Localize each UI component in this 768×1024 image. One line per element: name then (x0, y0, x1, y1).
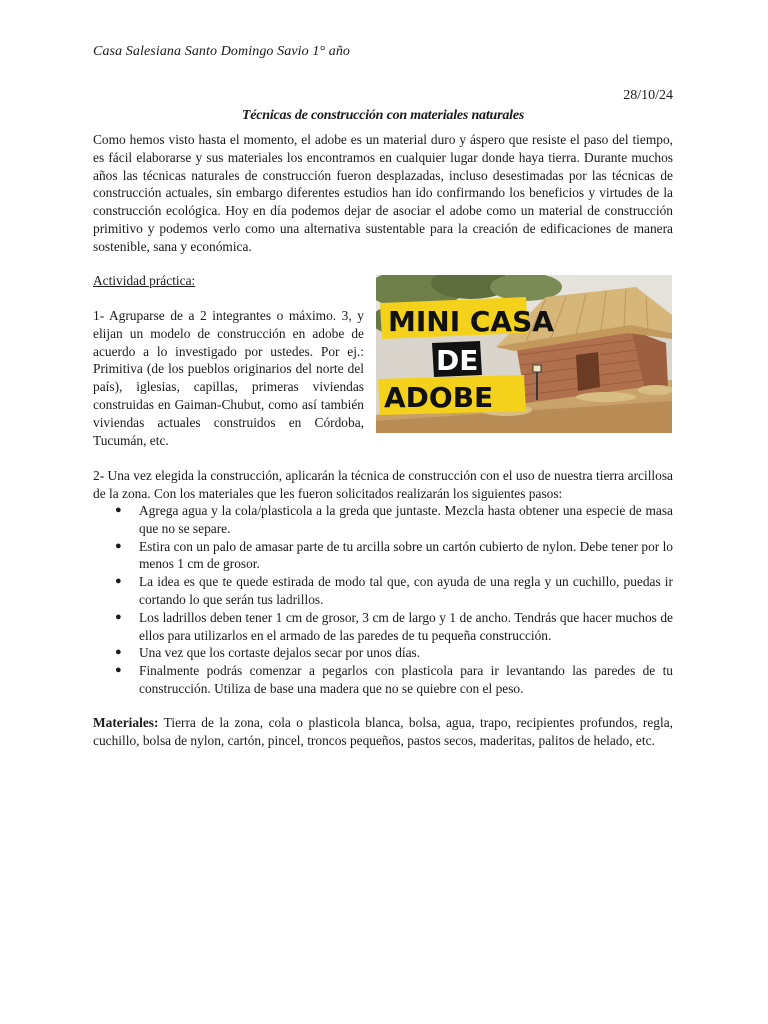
materials-paragraph (93, 714, 673, 750)
bullet-icon: ● (115, 664, 122, 677)
bullet-icon: ● (115, 539, 122, 552)
materials-text: Tierra de la zona, cola o plasticola blanca, bolsa, agua, trapo, recipientes profundos, regla, cuchillo, bolsa de nylon, cartón, pincel, troncos pequeños, pastos secos, maderitas, palitos de helado, etc. (93, 715, 673, 748)
adobe-sticker (378, 375, 526, 415)
materials-label: Materiales: (93, 715, 159, 730)
list-item (93, 644, 673, 662)
list-item (93, 609, 673, 645)
list-item (93, 538, 673, 574)
document-header: Casa Salesiana Santo Domingo Savio 1° año (93, 44, 351, 59)
step-1-paragraph: 1- Agruparse de a 2 integrantes o máximo. 3, y elijan un modelo de construcción en adobe de acuerdo a lo investigado por ustedes. Por ej.: Primitiva (de los pueblos originarios del norte del país), iglesias, capillas, primeras viviendas construidas en Gaiman-Chubut, como así también viviendas actuales construidos en Córdoba, Tucumán, etc. (93, 308, 364, 448)
list-item (93, 502, 673, 538)
list-item-text: Estira con un palo de amasar parte de tu arcilla sobre un cartón cubierto de nylon. Debe tener por lo menos 1 cm de grosor. (139, 538, 673, 572)
list-item-text: Agrega agua y la cola/plasticola a la greda que juntaste. Mezcla hasta obtener una especie de masa que no se separe. (139, 503, 673, 536)
list-item-text: Finalmente podrás comenzar a pegarlos con plasticola para ir levantando las paredes de tu construcción. Utiliza de base una madera que no se quiebre con el peso. (139, 663, 673, 696)
bullet-icon: ● (115, 610, 122, 623)
adobe-house-photo (376, 275, 672, 433)
list-item-text: Una vez que los cortaste dejalos secar por unos días. (139, 645, 421, 661)
steps-list (93, 502, 673, 698)
list-item-text: Los ladrillos deben tener 1 cm de grosor, 3 cm de largo y 1 de ancho. Tendrás que hacer muchos de ellos para utilizarlos en el armado de las paredes de tu pequeña construcción. (139, 609, 673, 643)
sticker-line-2: DE (436, 344, 479, 377)
de-sticker (432, 341, 482, 377)
activity-label: Actividad práctica: (93, 273, 196, 288)
sticker-line-3: ADOBE (384, 381, 494, 414)
document-date: 28/10/24 (623, 88, 673, 103)
list-item (93, 573, 673, 609)
sticker-line-1: MINI CASA (388, 305, 554, 338)
list-item (93, 662, 673, 698)
list-item-text: La idea es que te quede estirada de modo tal que, con ayuda de una regla y un cuchillo, puedas ir cortando lo que serán tus ladrillos. (139, 574, 673, 607)
bullet-icon: ● (115, 646, 122, 659)
document-title: Técnicas de construcción con materiales naturales (241, 108, 525, 123)
bullet-icon: ● (115, 504, 122, 516)
intro-paragraph: Como hemos visto hasta el momento, el adobe es un material duro y áspero que resiste el paso del tiempo, es fácil elaborarse y sus materiales los encontramos en cualquier lugar donde haya tierra. Durante muchos años las técnicas naturales de construcción fueron desplazadas, incluso desestimadas por las técnicas de construcción actuales, sin embargo diferentes estudios han ido confirmando los beneficios y virtudes de la construcción ecológica. Hoy en día podemos dejar de asociar el adobe como un material de construcción primitivo y podemos verlo como una alternativa sustentable para la creación de edificaciones de manera sostenible, sana y económica. (93, 132, 673, 254)
bullet-icon: ● (115, 575, 122, 588)
step-2-paragraph: 2- Una vez elegida la construcción, aplicarán la técnica de construcción con el uso de nuestra tierra arcillosa de la zona. Con los materiales que les fueron solicitados realizarán los siguientes pasos: (93, 468, 673, 501)
